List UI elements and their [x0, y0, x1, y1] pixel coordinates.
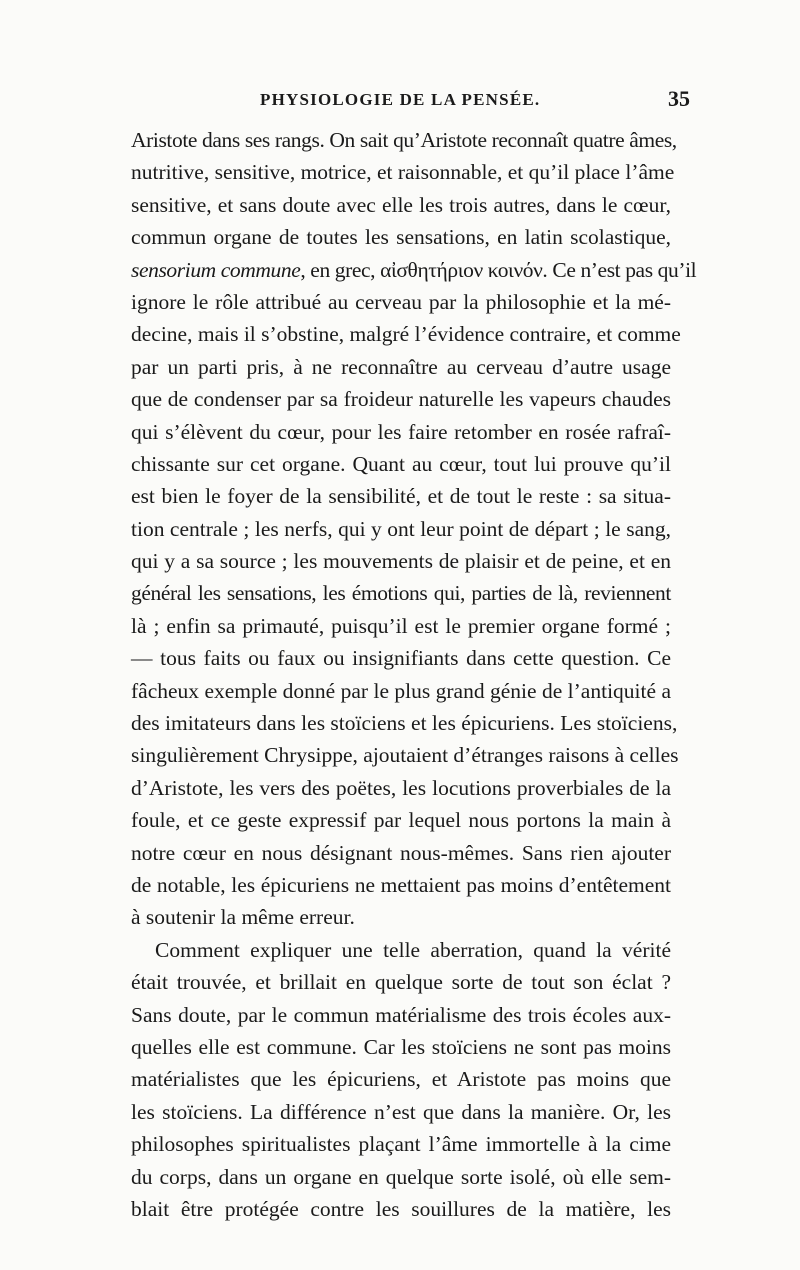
text-line: qui y a sa source ; les mouvements de plaisir et de peine, et en: [131, 549, 671, 574]
text-line: quelles elle est commune. Car les stoïciens ne sont pas moins: [131, 1034, 671, 1059]
text-line: du corps, dans un organe en quelque sorte isolé, où elle sem-: [131, 1164, 671, 1189]
text-line: nutritive, sensitive, motrice, et raisonnable, et qu’il place l’âme: [131, 160, 675, 185]
text-line: foule, et ce geste expressif par lequel nous portons la main à: [131, 808, 671, 833]
text-line: est bien le foyer de la sensibilité, et de tout le reste : sa situa-: [131, 484, 671, 509]
text-line: blait être protégée contre les souillures de la matière, les: [131, 1196, 671, 1221]
text-line: chissante sur cet organe. Quant au cœur, tout lui prouve qu’il: [131, 451, 671, 476]
text-line: matérialistes que les épicuriens, et Aristote pas moins que: [131, 1067, 671, 1092]
text-line: les stoïciens. La différence n’est que dans la manière. Or, les: [131, 1099, 671, 1124]
text-line: sensitive, et sans doute avec elle les trois autres, dans le cœur,: [131, 192, 671, 217]
text-line: decine, mais il s’obstine, malgré l’évidence contraire, et comme: [131, 322, 681, 347]
text-line: Comment expliquer une telle aberration, quand la vérité: [155, 937, 671, 962]
text-line: notre cœur en nous désignant nous-mêmes. Sans rien ajouter: [131, 840, 671, 865]
text-line: commun organe de toutes les sensations, en latin scolastique,: [131, 225, 671, 250]
text-line: philosophes spiritualistes plaçant l’âme immortelle à la cime: [131, 1132, 671, 1157]
text-line: que de condenser par sa froideur naturelle les vapeurs chaudes: [131, 387, 671, 412]
text-line: était trouvée, et brillait en quelque sorte de tout son éclat ?: [131, 970, 671, 995]
running-title: PHYSIOLOGIE DE LA PENSÉE.: [260, 90, 541, 109]
text-line: sensorium commune, en grec, αἰσθητήριον κοινόν. Ce n’est pas qu’il: [131, 257, 697, 282]
running-header: [130, 86, 690, 120]
text-line: d’Aristote, les vers des poëtes, les locutions proverbiales de la: [131, 775, 671, 800]
text-line: là ; enfin sa primauté, puisqu’il est le premier organe formé ;: [131, 613, 671, 638]
text-line: Sans doute, par le commun matérialisme des trois écoles aux-: [131, 1002, 671, 1027]
text-line: fâcheux exemple donné par le plus grand génie de l’antiquité a: [131, 678, 671, 703]
page-number: 35: [668, 86, 690, 111]
text-line: de notable, les épicuriens ne mettaient pas moins d’entêtement: [131, 872, 671, 897]
text-line: — tous faits ou faux ou insignifiants dans cette question. Ce: [131, 646, 671, 671]
latin-term: sensorium commune: [131, 257, 301, 282]
text-line: qui s’élèvent du cœur, pour les faire retomber en rosée rafraî-: [131, 419, 671, 444]
text-line: par un parti pris, à ne reconnaître au cerveau d’autre usage: [131, 354, 671, 379]
text-line: tion centrale ; les nerfs, qui y ont leur point de départ ; le sang,: [131, 516, 671, 541]
text-line: ignore le rôle attribué au cerveau par la philosophie et la mé-: [131, 289, 671, 314]
text-line: général les sensations, les émotions qui, parties de là, reviennent: [131, 581, 671, 606]
body-text: [131, 124, 697, 1225]
text-line: singulièrement Chrysippe, ajoutaient d’étranges raisons à celles: [131, 743, 679, 768]
text-line: Aristote dans ses rangs. On sait qu’Aristote reconnaît quatre âmes,: [131, 128, 677, 152]
text-line: à soutenir la même erreur.: [131, 905, 355, 930]
text-line: des imitateurs dans les stoïciens et les épicuriens. Les stoïciens,: [131, 711, 678, 736]
